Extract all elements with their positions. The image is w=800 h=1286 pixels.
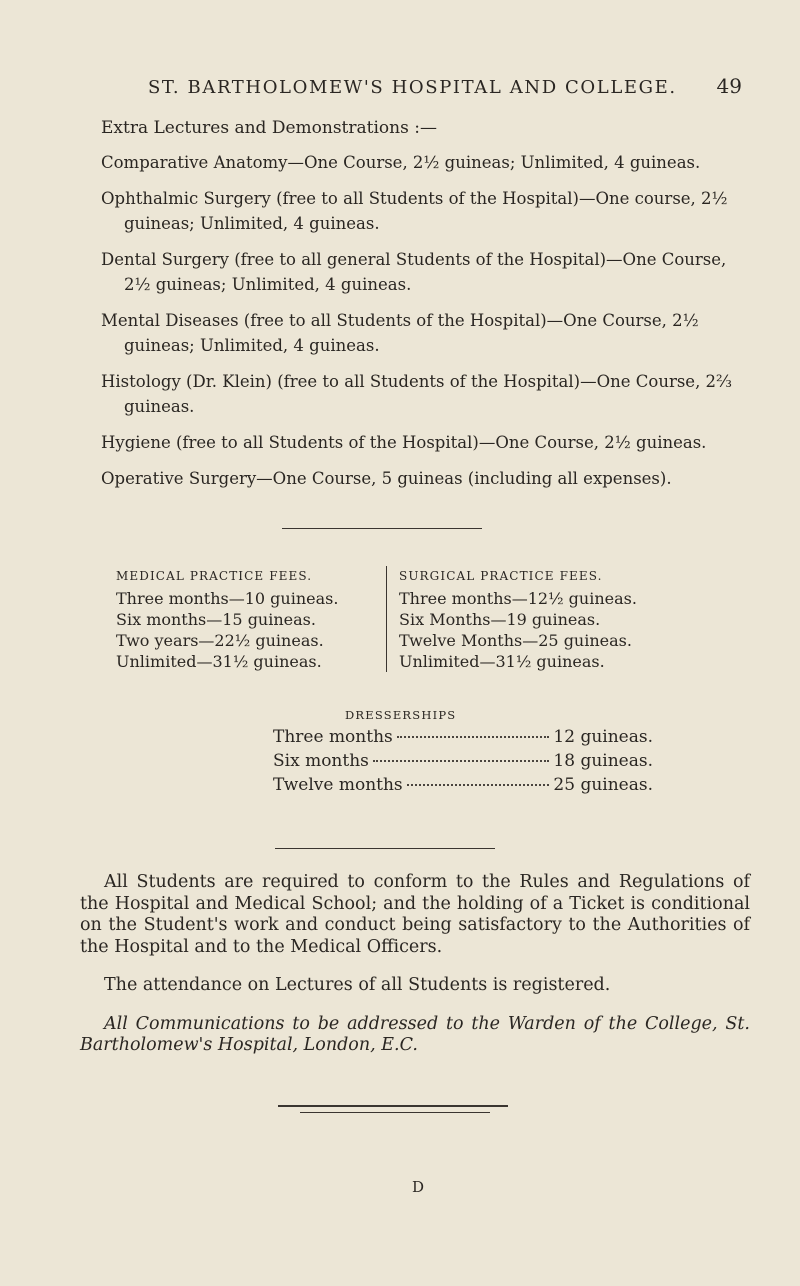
lecture-item: Mental Diseases (free to all Students of the Hospital)—One Course, 2½ guineas; Unlimited, 4 guineas.	[101, 311, 699, 355]
medical-fees-title: MEDICAL PRACTICE FEES.	[116, 569, 313, 583]
dot-leader	[373, 760, 550, 762]
dot-leader	[407, 784, 550, 786]
lecture-item: Histology (Dr. Klein) (free to all Students of the Hospital)—One Course, 2⅔ guineas.	[101, 372, 733, 416]
lecture-item: Ophthalmic Surgery (free to all Students of the Hospital)—One course, 2½ guineas; Unlimited, 4 guineas.	[101, 189, 728, 233]
lecture-item: Hygiene (free to all Students of the Hospital)—One Course, 2½ guineas.	[101, 433, 707, 452]
dressership-fee: 25 guineas.	[553, 775, 653, 795]
rules-paragraph: All Students are required to conform to the Rules and Regulations of the Hospital and Medical School; and the holding of a Ticket is conditional on the Student's work and conduct being satisfactory to the Authorities of the Hospital and to the Medical Officers.	[80, 872, 750, 957]
fee-row: Unlimited—31½ guineas.	[399, 652, 605, 671]
running-title: ST. BARTHOLOMEW'S HOSPITAL AND COLLEGE.	[148, 77, 677, 98]
dot-leader	[397, 736, 550, 738]
page-header	[148, 74, 742, 98]
dressership-row	[273, 725, 653, 749]
fee-row: Three months—10 guineas.	[116, 589, 339, 608]
practice-fees	[116, 566, 676, 672]
communications-paragraph: All Communications to be addressed to the Warden of the College, St. Bartholomew's Hospital, London, E.C.	[80, 1013, 750, 1055]
dressership-period: Six months	[273, 751, 369, 771]
section-divider	[282, 528, 482, 529]
fee-row: Six months—15 guineas.	[116, 610, 316, 629]
dressership-row	[273, 749, 653, 773]
lecture-item: Comparative Anatomy—One Course, 2½ guineas; Unlimited, 4 guineas.	[101, 153, 701, 172]
surgical-fees-title: SURGICAL PRACTICE FEES.	[399, 569, 603, 583]
dressership-row	[273, 773, 653, 797]
fee-row: Unlimited—31½ guineas.	[116, 652, 322, 671]
attendance-paragraph: The attendance on Lectures of all Students is registered.	[104, 975, 611, 995]
closing-notes	[80, 872, 750, 1074]
dresserships-title: DRESSERSHIPS	[345, 708, 457, 722]
footer-divider	[300, 1112, 490, 1113]
footer-divider	[278, 1105, 508, 1107]
lecture-item: Dental Surgery (free to all general Students of the Hospital)—One Course, 2½ guineas; Unlimited, 4 guineas.	[101, 250, 727, 294]
fee-row: Six Months—19 guineas.	[399, 610, 601, 629]
extra-lectures-heading: Extra Lectures and Demonstrations :—	[101, 118, 437, 138]
fee-row: Twelve Months—25 guineas.	[399, 631, 632, 650]
page-number: 49	[716, 74, 742, 98]
dresserships-table	[273, 708, 653, 797]
signature-mark: D	[412, 1178, 425, 1196]
lecture-list	[101, 150, 741, 502]
fee-row: Two years—22½ guineas.	[116, 631, 324, 650]
surgical-practice-fees	[386, 566, 637, 672]
lecture-item: Operative Surgery—One Course, 5 guineas (including all expenses).	[101, 469, 672, 488]
section-divider	[275, 848, 495, 849]
medical-practice-fees	[116, 566, 386, 672]
dressership-period: Twelve months	[273, 775, 403, 795]
dressership-fee: 12 guineas.	[553, 727, 653, 747]
dressership-period: Three months	[273, 727, 393, 747]
dressership-fee: 18 guineas.	[553, 751, 653, 771]
fee-row: Three months—12½ guineas.	[399, 589, 637, 608]
